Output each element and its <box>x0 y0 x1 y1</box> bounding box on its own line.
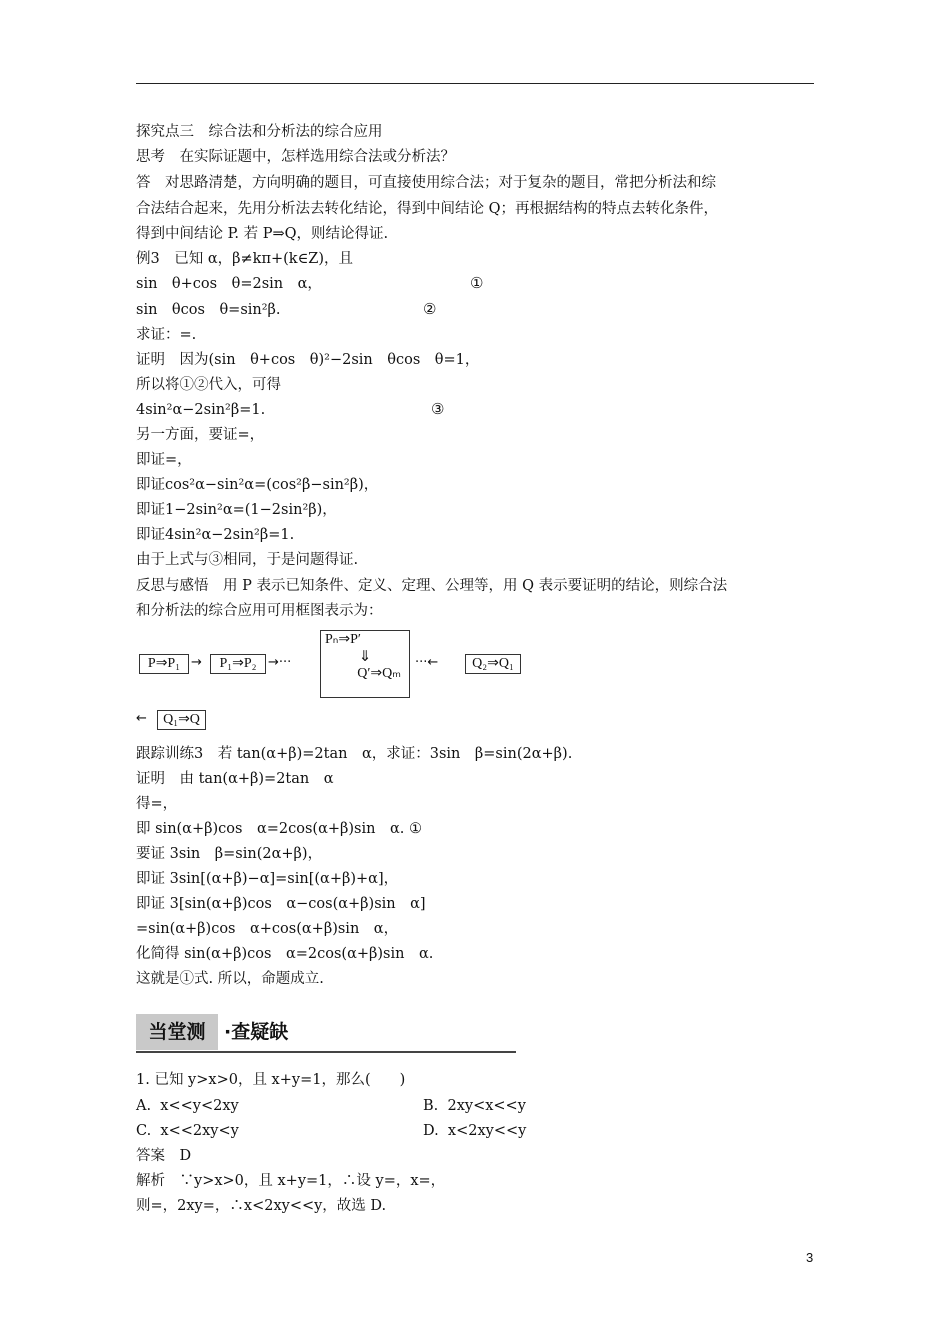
quiz-option-c: C. x<<2xy<y <box>136 1123 239 1139</box>
text-line: =sin(α+β)cos α+cos(α+β)sin α， <box>136 921 399 937</box>
arrow-left-icon: ← <box>136 711 147 726</box>
text-line: 即证cos²α−sin²α=(cos²β−sin²β)， <box>136 477 379 493</box>
text-line: 证明 由 tan(α+β)=2tan α <box>136 771 334 787</box>
equation-marker: ① <box>470 274 484 292</box>
banner-underline <box>136 1051 516 1053</box>
text-line: 所以将①②代入，可得 <box>136 377 281 393</box>
text-line: 反思与感悟 用 P 表示已知条件、定义、定理、公理等，用 Q 表示要证明的结论，则综合法 <box>136 578 728 594</box>
quiz-option-b: B. 2xy<x<<y <box>423 1098 526 1114</box>
text-line: 即 sin(α+β)cos α=2cos(α+β)sin α. ① <box>136 821 422 837</box>
text-line: 化简得 sin(α+β)cos α=2cos(α+β)sin α. <box>136 946 434 962</box>
banner-label: 当堂测 <box>136 1014 218 1050</box>
text-line: 即证=， <box>136 452 192 468</box>
text-line: 即证4sin²α−2sin²β=1. <box>136 527 295 543</box>
text-line: 得到中间结论 P. 若 P⇒Q，则结论得证. <box>136 226 389 242</box>
flow-box-p1-p2: P₁⇒P₂ <box>210 654 266 674</box>
text-line: 证明 因为(sin θ+cos θ)²−2sin θcos θ=1， <box>136 352 480 368</box>
center-top-text: Pₙ⇒P′ <box>325 632 361 647</box>
arrow-right-icon: → <box>191 655 202 670</box>
center-bottom-text: Q′⇒Qₘ <box>357 666 401 681</box>
banner-subtitle: ·查疑缺 <box>224 1021 289 1043</box>
equation-line: 4sin²α−2sin²β=1. <box>136 402 266 418</box>
quiz-analysis: 则=，2xy=，∴x<2xy<<y，故选 D. <box>136 1198 387 1214</box>
quiz-option-a: A. x<<y<2xy <box>136 1098 239 1114</box>
text-line: 即证 3sin[(α+β)−α]=sin[(α+β)+α]， <box>136 871 399 887</box>
text-line: 另一方面，要证=， <box>136 427 265 443</box>
text-line: 即证1−2sin²α=(1−2sin²β)， <box>136 502 337 518</box>
flow-box-p-p1: P⇒P₁ <box>139 654 189 674</box>
text-line: 思考 在实际证题中，怎样选用综合法或分析法？ <box>136 149 455 165</box>
text-line: 这就是①式. 所以，命题成立. <box>136 971 324 987</box>
text-line: 得=， <box>136 796 178 812</box>
arrow-dots-right: →··· <box>268 655 292 670</box>
header-rule <box>136 83 814 84</box>
text-line: 和分析法的综合应用可用框图表示为： <box>136 603 383 619</box>
flow-box-center <box>320 630 410 698</box>
quiz-answer: 答案 D <box>136 1148 192 1164</box>
text-line: 合法结合起来，先用分析法去转化结论，得到中间结论 Q；再根据结构的特点去转化条件， <box>136 201 718 217</box>
text-line: 求证：=. <box>136 327 197 343</box>
text-line: 答 对思路清楚，方向明确的题目，可直接使用综合法；对于复杂的题目，常把分析法和综 <box>136 175 716 191</box>
text-line: 即证 3[sin(α+β)cos α−cos(α+β)sin α] <box>136 896 426 912</box>
text-line: 由于上式与③相同，于是问题得证. <box>136 552 359 568</box>
section-heading: 探究点三 综合法和分析法的综合应用 <box>136 124 383 140</box>
section-banner <box>136 1012 516 1052</box>
equation-marker: ③ <box>431 400 445 418</box>
example-heading: 例3 已知 α，β≠kπ+(k∈Z)，且 <box>136 251 354 267</box>
quiz-option-d: D. x<2xy<<y <box>423 1123 527 1139</box>
flow-box-q2-q1: Q₂⇒Q₁ <box>465 654 521 674</box>
exercise-heading: 跟踪训练3 若 tan(α+β)=2tan α，求证：3sin β=sin(2α+β). <box>136 746 573 762</box>
page-number: 3 <box>806 1250 814 1265</box>
down-arrow-icon: ⇓ <box>358 649 372 665</box>
equation-marker: ② <box>423 300 437 318</box>
equation-line: sin θ+cos θ=2sin α， <box>136 276 322 292</box>
quiz-question: 1. 已知 y>x>0，且 x+y=1，那么( ) <box>136 1072 406 1088</box>
text-line: 要证 3sin β=sin(2α+β)， <box>136 846 323 862</box>
quiz-analysis: 解析 ∵y>x>0，且 x+y=1，∴设 y=，x=， <box>136 1173 446 1189</box>
flow-box-q1-q: Q₁⇒Q <box>157 710 206 730</box>
equation-line: sin θcos θ=sin²β. <box>136 302 281 318</box>
arrow-dots-left: ···← <box>415 655 439 670</box>
